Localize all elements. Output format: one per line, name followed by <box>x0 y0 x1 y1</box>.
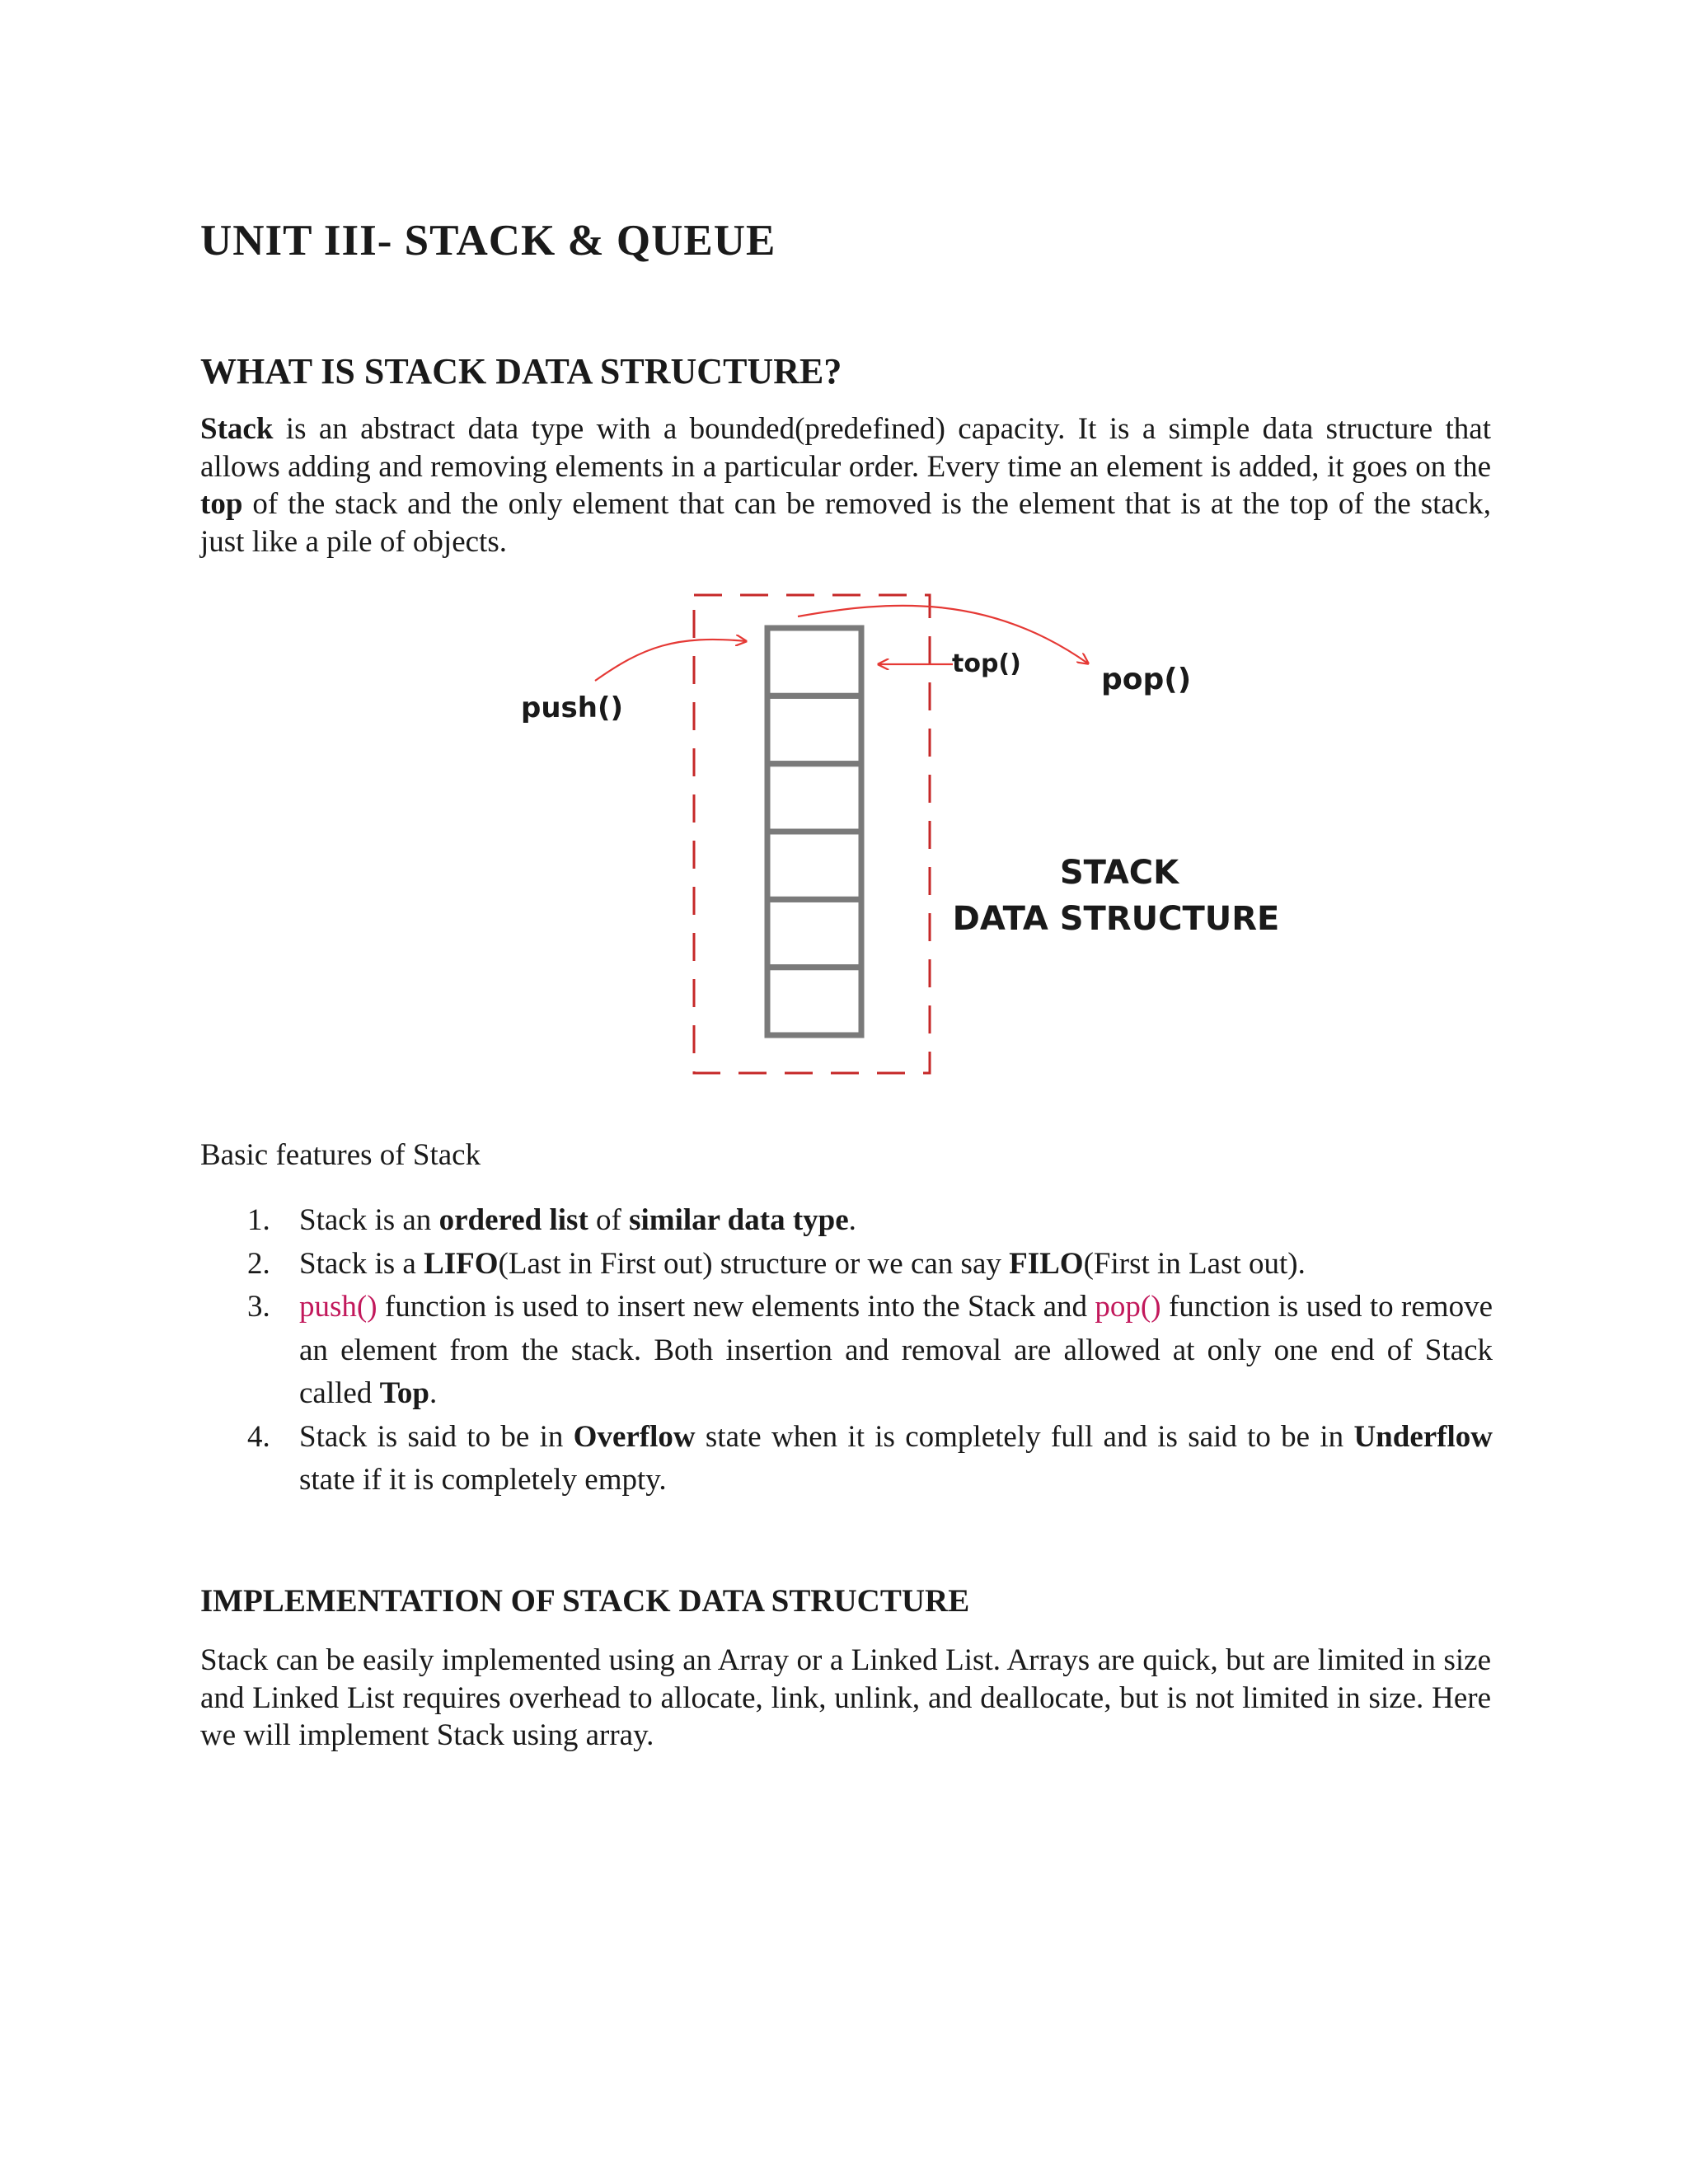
push-function-term: push() <box>299 1290 377 1324</box>
list-number: 4. <box>247 1419 270 1454</box>
page-title: UNIT III- STACK & QUEUE <box>200 217 776 265</box>
top-label: top() <box>952 649 1021 678</box>
section-heading-what-is-stack: WHAT IS STACK DATA STRUCTURE? <box>200 351 842 391</box>
list-text: state when it is completely full and is said to be in <box>695 1419 1354 1454</box>
list-bold: similar data type <box>629 1203 849 1237</box>
diagram-title-line2: DATA STRUCTURE <box>952 900 1280 938</box>
list-number: 2. <box>247 1246 270 1281</box>
list-item <box>200 1199 1493 1243</box>
basic-features-label: Basic features of Stack <box>200 1138 481 1172</box>
list-text: of <box>588 1203 630 1237</box>
list-bold: Top <box>379 1376 429 1410</box>
stack-cell <box>767 628 861 696</box>
list-bold: FILO <box>1009 1246 1084 1281</box>
list-text: function is used to insert new elements into the Stack and <box>377 1290 1095 1324</box>
stack-cell <box>767 968 861 1035</box>
list-text: . <box>429 1376 438 1410</box>
intro-text-part1: is an abstract data type with a bounded(predefined) capacity. It is a simple data structure that allows adding and removing elements in a particular order. Every time an element is added, it goes on the <box>200 412 1491 484</box>
stack-cell <box>767 899 861 967</box>
list-text: Stack is a <box>299 1246 424 1281</box>
list-text: . <box>848 1203 856 1237</box>
push-arrow <box>595 640 746 681</box>
push-label: push() <box>521 691 624 724</box>
list-item <box>200 1416 1493 1502</box>
list-text: (Last in First out) structure or we can say <box>498 1246 1010 1281</box>
list-bold: Overflow <box>573 1419 696 1454</box>
list-text: Stack is said to be in <box>299 1419 574 1454</box>
pop-function-term: pop() <box>1095 1290 1161 1324</box>
implementation-paragraph: Stack can be easily implemented using an Array or a Linked List. Arrays are quick, but are limited in size and Linked List requires overhead to allocate, link, unlink, and deallocate, but is not limited in size. Here we will implement Stack using array. <box>200 1643 1491 1752</box>
top-term: top <box>200 487 243 521</box>
list-number: 1. <box>247 1203 270 1237</box>
list-text: state if it is completely empty. <box>299 1463 667 1497</box>
stack-cells <box>767 628 861 1035</box>
list-bold: LIFO <box>424 1246 499 1281</box>
diagram-title-line1: STACK <box>1059 854 1179 892</box>
list-text: (First in Last out). <box>1083 1246 1306 1281</box>
stack-cell <box>767 696 861 763</box>
list-text: function is used to remove an element from the stack. Both insertion and removal are allowed at only one end of Stack called <box>299 1290 1493 1410</box>
pop-label: pop() <box>1101 663 1192 696</box>
stack-cell <box>767 832 861 899</box>
list-bold: Underflow <box>1353 1419 1493 1454</box>
stack-cell <box>767 764 861 832</box>
pop-arrow <box>798 606 1088 663</box>
list-number: 3. <box>247 1290 270 1324</box>
stack-term: Stack <box>200 412 274 446</box>
features-list <box>200 1199 1493 1502</box>
list-item <box>200 1286 1493 1416</box>
list-text: Stack is an <box>299 1203 439 1237</box>
intro-text-part2: of the stack and the only element that can be removed is the element that is at the top of the stack, just like a pile of objects. <box>200 487 1491 559</box>
list-item <box>200 1243 1493 1286</box>
section-heading-implementation: IMPLEMENTATION OF STACK DATA STRUCTURE <box>200 1583 970 1619</box>
list-bold: ordered list <box>438 1203 588 1237</box>
